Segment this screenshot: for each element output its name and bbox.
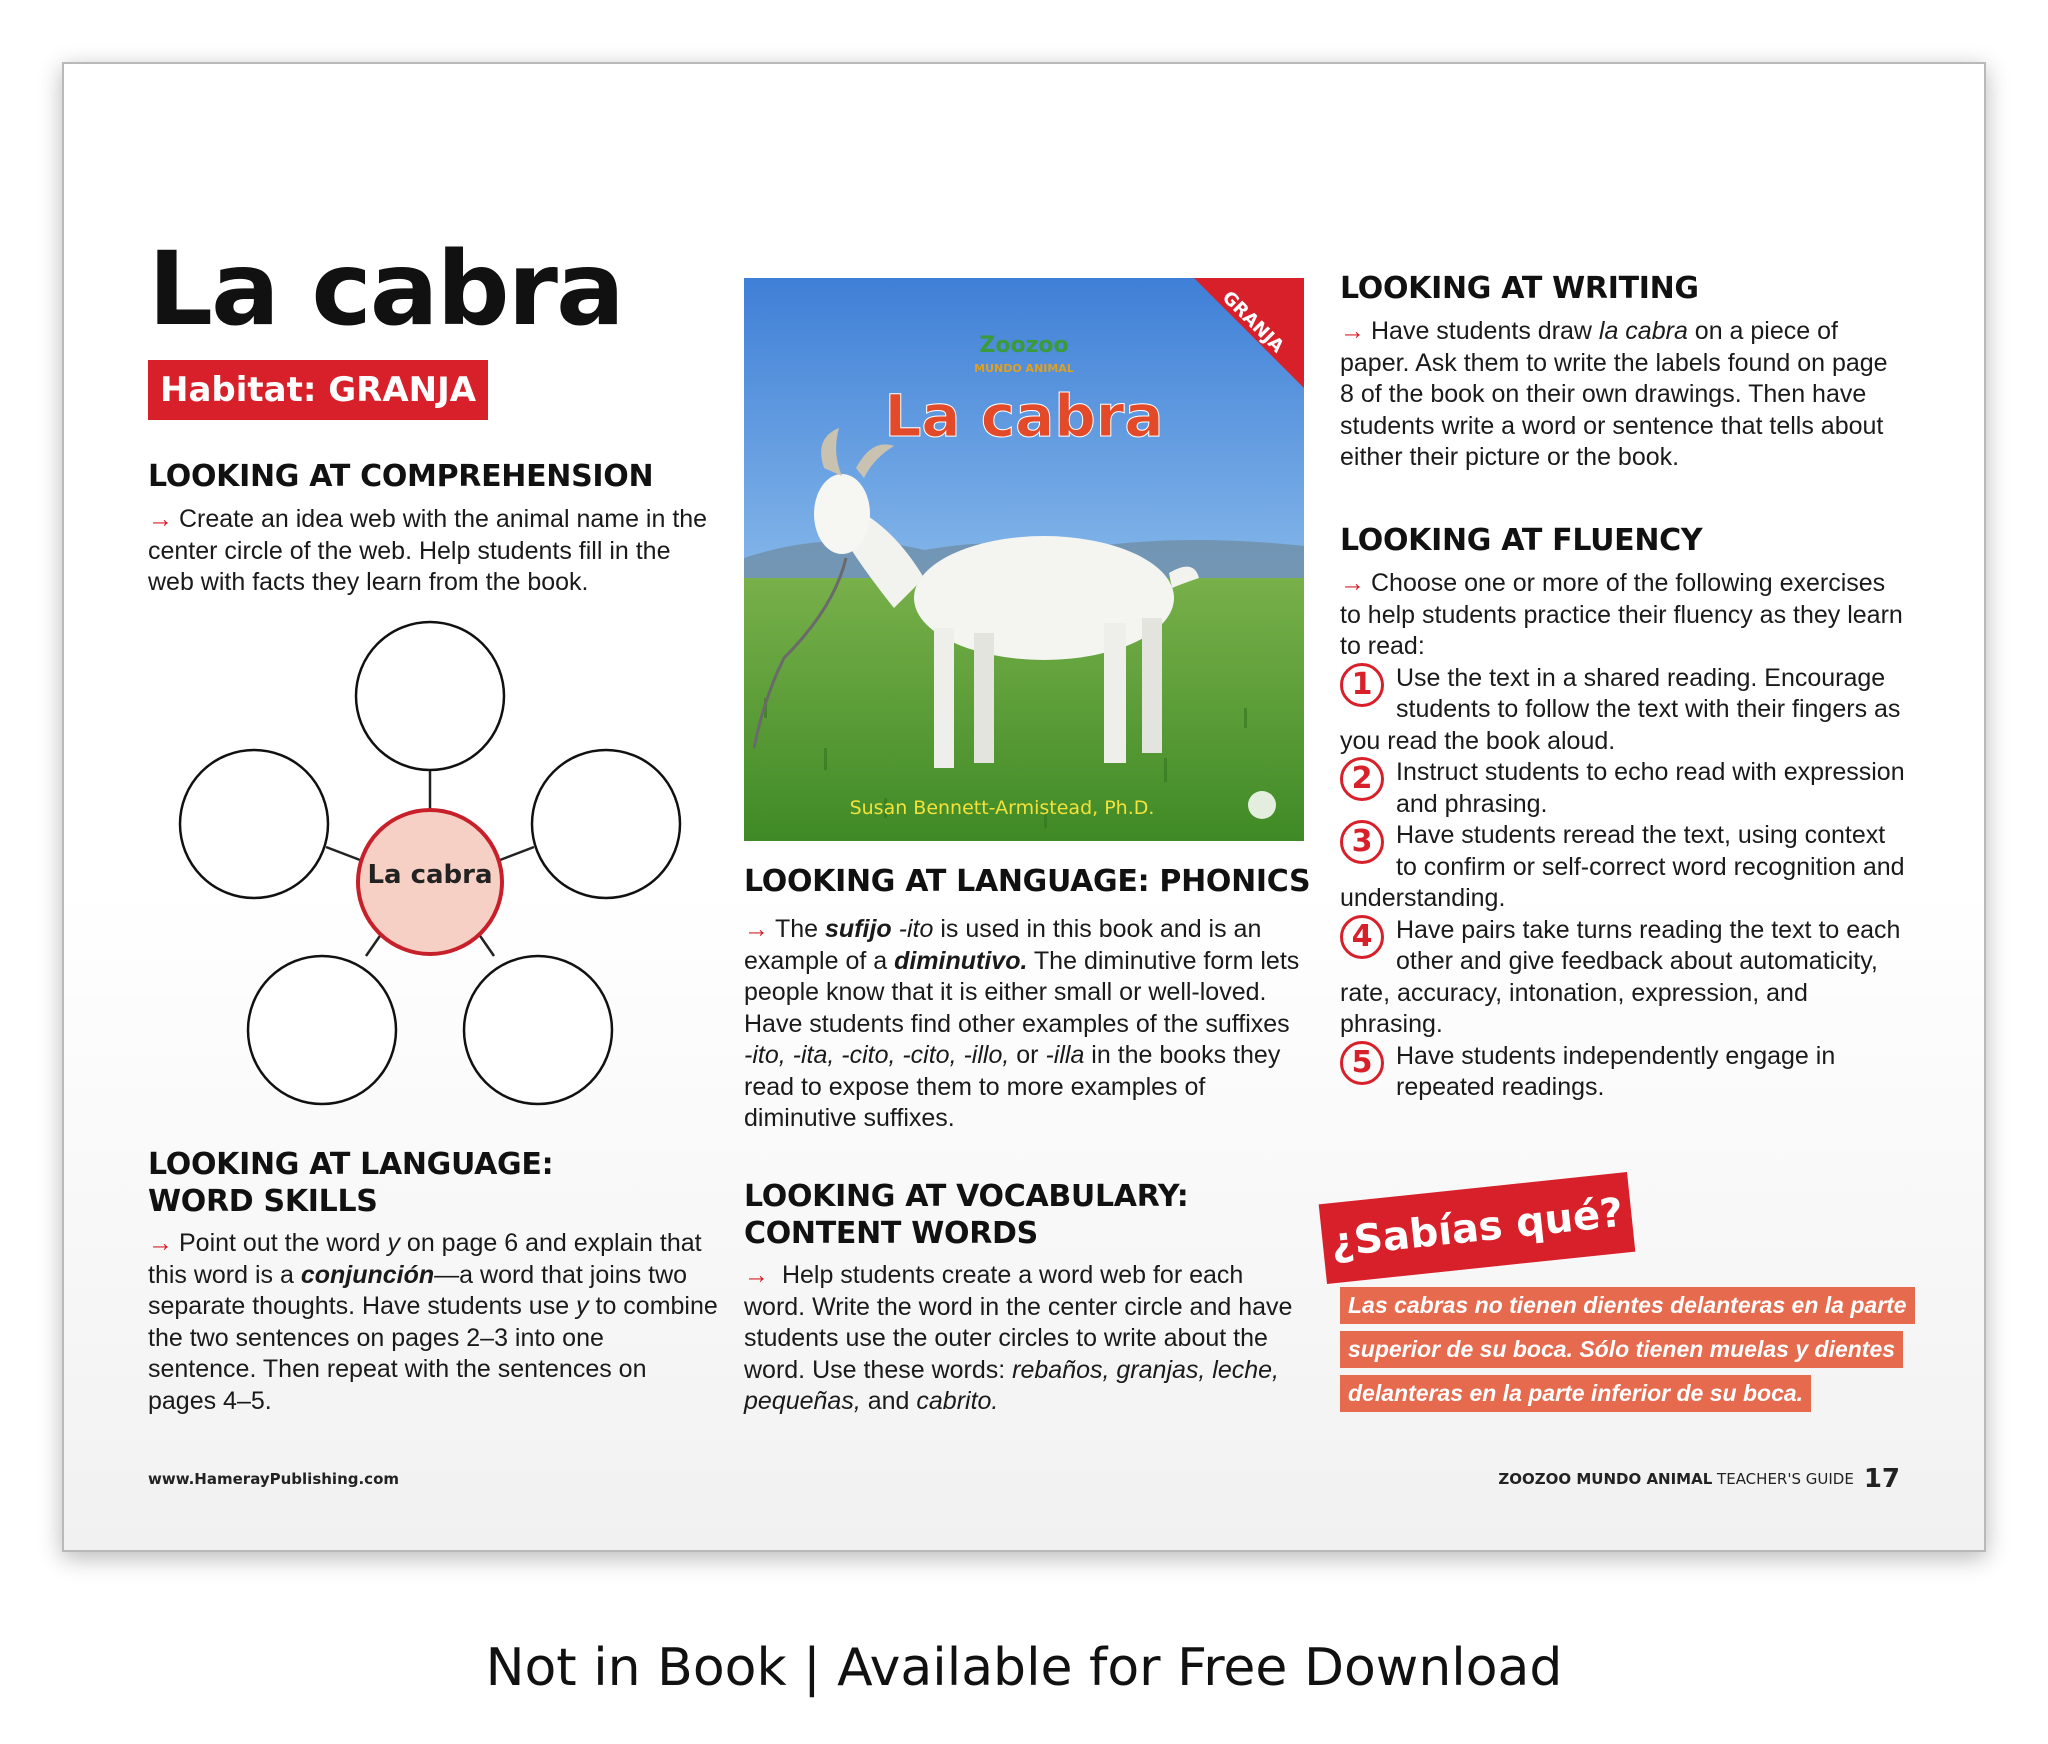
cover-author: Susan Bennett-Armistead, Ph.D. <box>849 797 1155 819</box>
arrow-icon: → <box>148 505 173 533</box>
cover-title: La cabra <box>884 382 1164 450</box>
web-outer-circle <box>532 750 680 898</box>
word-skills-heading: LOOKING AT LANGUAGE: WORD SKILLS <box>148 1147 554 1219</box>
comprehension-text: → Create an idea web with the animal name in the center circle of the web. Help students fill in the web with facts they learn from the book. <box>148 505 708 596</box>
fluency-item: 2 Instruct students to echo read with expression and phrasing. <box>1340 757 1905 820</box>
web-outer-circle <box>180 750 328 898</box>
arrow-icon: → <box>148 1229 173 1257</box>
cover-brand-sub: MUNDO ANIMAL <box>974 362 1074 375</box>
footer-guide-label: ZOOZOO MUNDO ANIMAL TEACHER'S GUIDE 17 <box>1498 1464 1900 1494</box>
number-5-icon: 5 <box>1340 1041 1384 1085</box>
fluency-list <box>1340 568 1905 1104</box>
word-skills-text: → Point out the word y on page 6 and explain that this word is a conjunción—a word that joins two separate thoughts. Have students use y to combine the two sentences on pages 2–3 into one sentence. Then repeat with the sentences on pages 4–5. <box>148 1229 718 1415</box>
publisher-logo-icon <box>1248 791 1276 819</box>
fluency-item: 1 Use the text in a shared reading. Encourage students to follow the text with their fingers as you read the book aloud. <box>1340 663 1901 755</box>
number-4-icon: 4 <box>1340 915 1384 959</box>
page-title: La cabra <box>148 230 623 349</box>
fluency-item: 3 Have students reread the text, using context to confirm or self-correct word recognition and understanding. <box>1340 821 1905 912</box>
fluency-item: 5 Have students independently engage in repeated readings. <box>1340 1041 1905 1104</box>
goat-cover-image <box>744 278 1304 841</box>
number-3-icon: 3 <box>1340 820 1384 864</box>
footer-website: www.HamerayPublishing.com <box>148 1470 400 1488</box>
fluency-heading: LOOKING AT FLUENCY <box>1340 523 1703 558</box>
web-connector <box>326 847 360 860</box>
web-outer-circle <box>248 956 396 1104</box>
web-outer-circle <box>464 956 612 1104</box>
sabias-que-badge: ¿Sabías qué? <box>1319 1172 1636 1284</box>
web-outer-circle <box>356 622 504 770</box>
writing-heading: LOOKING AT WRITING <box>1340 271 1699 306</box>
page-number: 17 <box>1863 1464 1900 1494</box>
fact-line: delanteras en la parte inferior de su boca. <box>1340 1375 1811 1412</box>
fact-line: superior de su boca. Sólo tienen muelas y dientes <box>1340 1331 1903 1368</box>
fluency-item: 4 Have pairs take turns reading the text to each other and give feedback about automaticity, rate, accuracy, intonation, expression, and phrasing. <box>1340 915 1901 1038</box>
book-cover <box>744 278 1304 841</box>
fact-line: Las cabras no tienen dientes delanteras en la parte <box>1340 1287 1915 1324</box>
vocabulary-text: → Help students create a word web for each word. Write the word in the center circle and have students use the outer circles to write about the word. Use these words: rebaños, granjas, leche, pequeñas, and cabrito. <box>744 1261 1293 1415</box>
phonics-heading: LOOKING AT LANGUAGE: PHONICS <box>744 864 1311 899</box>
arrow-icon: → <box>1340 569 1365 597</box>
arrow-icon: → <box>744 915 769 943</box>
cover-ribbon: GRANJA <box>1217 287 1288 358</box>
number-2-icon: 2 <box>1340 757 1384 801</box>
fluency-intro: → Choose one or more of the following exercises to help students practice their fluency as they learn to read: <box>1340 569 1903 660</box>
writing-text: → Have students draw la cabra on a piece of paper. Ask them to write the labels found on page 8 of the book on their own drawings. Then have students write a word or sentence that tells about either their picture or the book. <box>1340 317 1888 471</box>
arrow-icon: → <box>744 1261 769 1289</box>
phonics-text: → The sufijo -ito is used in this book and is an example of a diminutivo. The diminutive form lets people know that it is either small or well-loved. Have students find other examples of the suffixes -ito, -ita, -cito, -cito, -illo, or -illa in the books they read to expose them to more examples of diminutive suffixes. <box>744 915 1300 1132</box>
idea-web <box>170 620 690 1120</box>
web-connector <box>500 847 534 860</box>
vocabulary-heading: LOOKING AT VOCABULARY: CONTENT WORDS <box>744 1179 1189 1251</box>
comprehension-heading: LOOKING AT COMPREHENSION <box>148 459 654 494</box>
number-1-icon: 1 <box>1340 663 1384 707</box>
download-caption: Not in Book | Available for Free Download <box>485 1638 1563 1698</box>
arrow-icon: → <box>1340 317 1365 345</box>
web-center-label: La cabra <box>367 860 493 890</box>
cover-brand: Zoozoo <box>979 333 1069 358</box>
habitat-badge: Habitat: GRANJA <box>148 360 488 420</box>
